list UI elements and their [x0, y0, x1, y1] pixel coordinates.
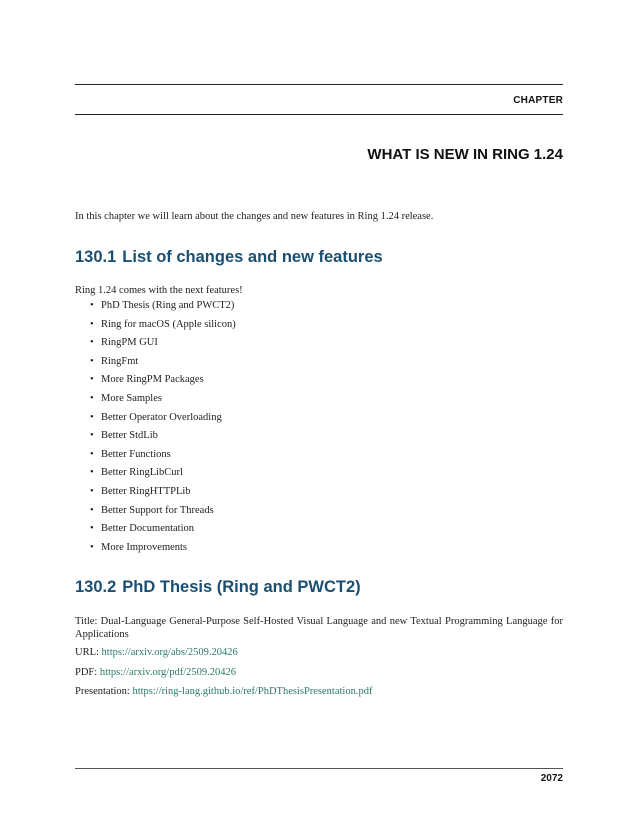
section-title-text: PhD Thesis (Ring and PWCT2) [122, 578, 361, 596]
list-item: • RingPM GUI [90, 337, 158, 349]
list-item: • RingFmt [90, 355, 139, 367]
bullet-icon: • [90, 541, 94, 553]
thesis-url-line [75, 646, 563, 659]
section-number: 130.2 [75, 578, 117, 596]
bullet-icon: • [90, 392, 94, 404]
bullet-icon: • [90, 411, 94, 423]
chapter-bottom-rule [75, 114, 563, 115]
bullet-icon: • [90, 467, 94, 479]
bullet-icon: • [90, 448, 94, 460]
chapter-top-rule [75, 84, 563, 85]
url-label: URL: [75, 647, 99, 658]
thesis-presentation-link[interactable]: https://ring-lang.github.io/ref/PhDThesisPresentation.pdf [132, 686, 373, 697]
bullet-icon: • [90, 300, 94, 311]
bullet-icon: • [90, 337, 94, 349]
list-item: • More Improvements [90, 541, 188, 553]
list-item: • Better RingLibCurl [90, 467, 183, 479]
section-heading-phd-thesis [75, 578, 361, 597]
thesis-url-link[interactable]: https://arxiv.org/abs/2509.20426 [101, 647, 238, 658]
section-heading-list-of-changes [75, 248, 383, 267]
bullet-icon: • [90, 355, 94, 367]
list-item: • Better StdLib [90, 430, 158, 442]
list-item: • More Samples [90, 392, 162, 404]
pdf-label: PDF: [75, 667, 98, 678]
list-item: • Ring for macOS (Apple silicon) [90, 318, 236, 330]
bullet-icon: • [90, 430, 94, 442]
list-item: • Better Support for Threads [90, 504, 214, 516]
thesis-presentation-line [75, 685, 563, 698]
chapter-label: CHAPTER [513, 95, 563, 106]
thesis-pdf-link[interactable]: https://arxiv.org/pdf/2509.20426 [99, 667, 237, 678]
thesis-pdf-line [75, 666, 563, 679]
bullet-icon: • [90, 485, 94, 497]
section-title-text: List of changes and new features [122, 248, 383, 266]
features-list [90, 299, 236, 559]
list-item: • PhD Thesis (Ring and PWCT2) [90, 300, 235, 311]
presentation-label: Presentation: [75, 686, 130, 697]
page-number: 2072 [540, 773, 563, 784]
chapter-title: WHAT IS NEW IN RING 1.24 [367, 146, 563, 163]
bullet-icon: • [90, 318, 94, 330]
section-number: 130.1 [75, 248, 117, 266]
list-item: • More RingPM Packages [90, 374, 204, 386]
list-item: • Better RingHTTPLib [90, 485, 191, 497]
bullet-icon: • [90, 374, 94, 386]
bullet-icon: • [90, 504, 94, 516]
bullet-icon: • [90, 523, 94, 535]
list-item: • Better Operator Overloading [90, 411, 222, 423]
list-item: • Better Functions [90, 448, 171, 460]
footer-rule [75, 768, 563, 769]
thesis-title-paragraph: Title: Dual-Language General-Purpose Self-Hosted Visual Language and new Textual Programming Language for Applications [75, 616, 563, 640]
intro-paragraph: In this chapter we will learn about the changes and new features in Ring 1.24 release. [75, 211, 434, 222]
list-item: • Better Documentation [90, 523, 195, 535]
features-lead: Ring 1.24 comes with the next features! [75, 285, 243, 296]
